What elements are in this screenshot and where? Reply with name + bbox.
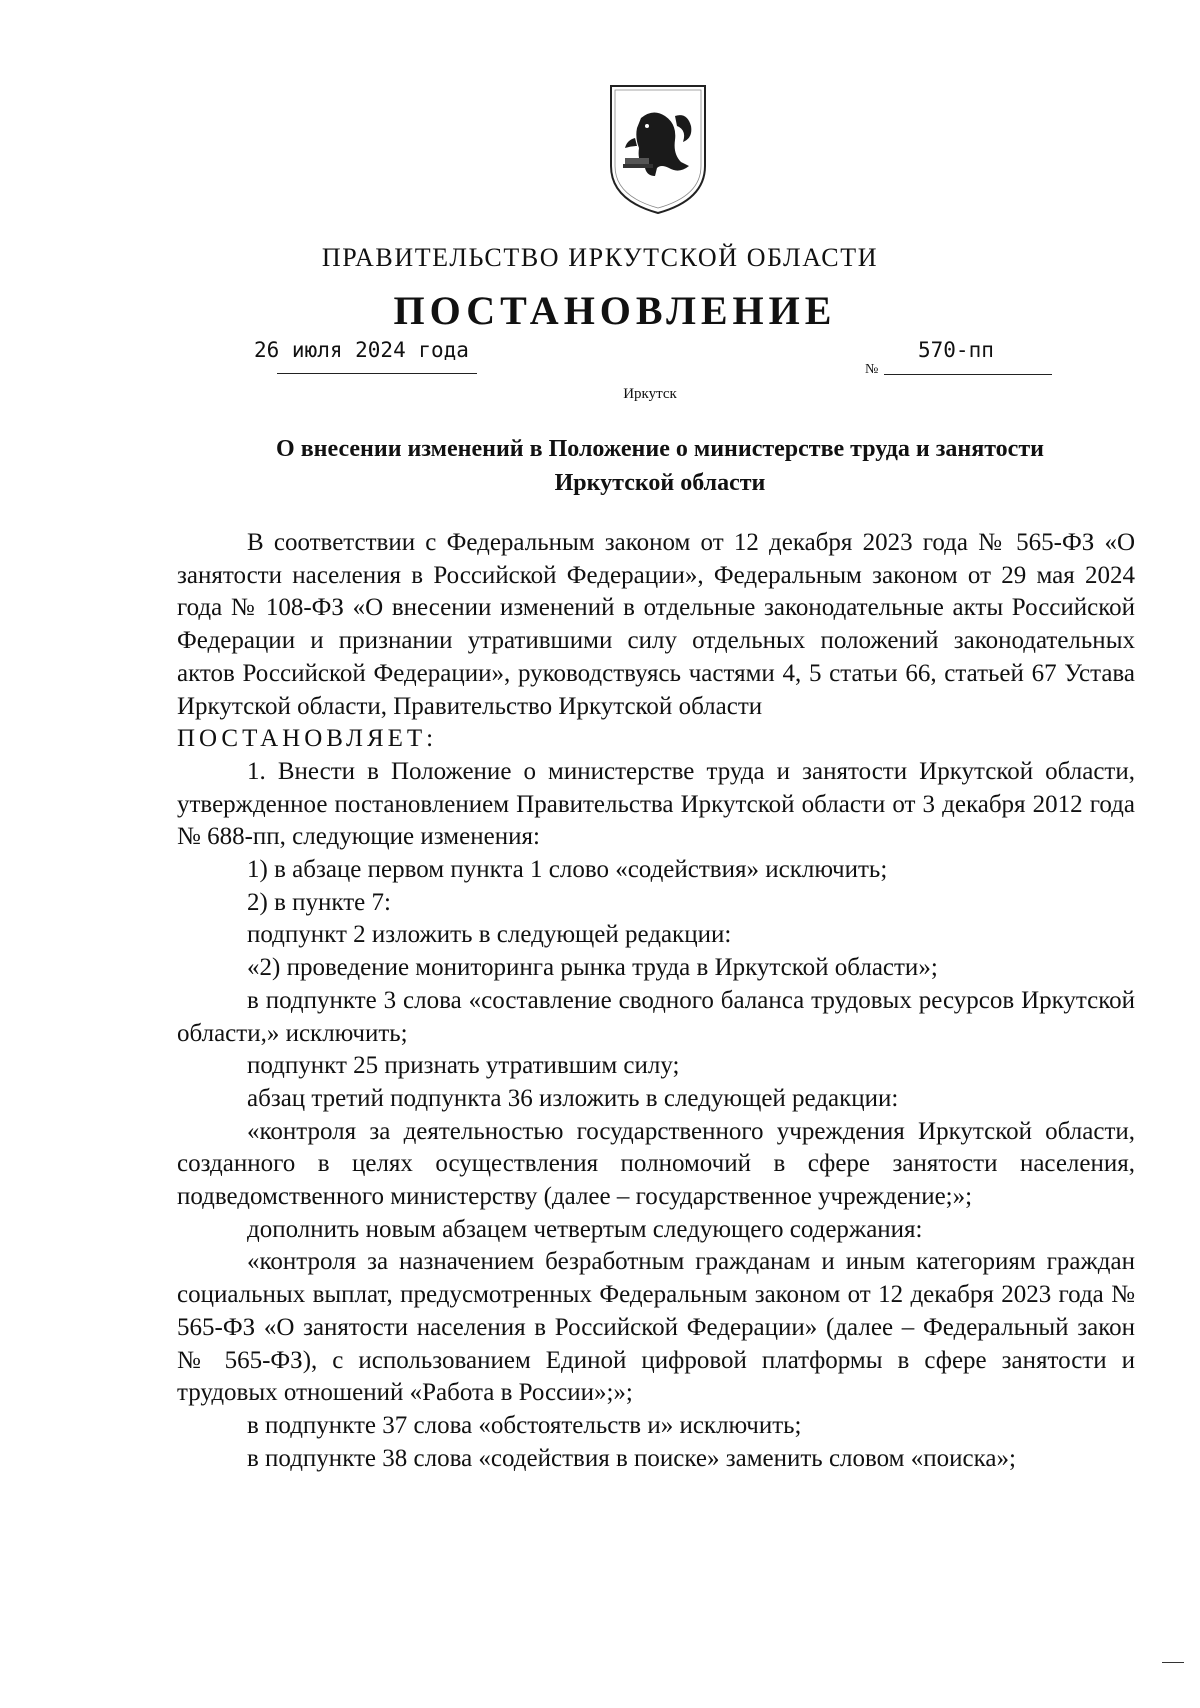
document-body (177, 527, 1135, 1475)
paragraph-subitem-1: 1) в абзаце первом пункта 1 слово «содействия» исключить; (247, 856, 888, 884)
date-underline (277, 373, 477, 374)
paragraph: «2) проведение мониторинга рынка труда в Иркутской области»; (247, 954, 938, 982)
paragraph-item-1: 1. Внести в Положение о министерстве труда и занятости Иркутской области, утвержденное постановлением Правительства Иркутской области от 3 декабря 2012 года № 688-пп, следующие изменения: (177, 757, 1135, 851)
document-title (160, 432, 1160, 500)
organization-name: ПРАВИТЕЛЬСТВО ИРКУТСКОЙ ОБЛАСТИ (321, 243, 879, 272)
document-date: 26 июля 2024 года (254, 338, 469, 362)
paragraph-subitem-2: 2) в пункте 7: (247, 888, 391, 916)
paragraph: «контроля за назначением безработным гражданам и иным категориям граждан социальных выплат, предусмотренных Федеральным законом от 12 декабря 2023 года № 565-ФЗ «О занятости населения в Российской Федерации» (далее – Федеральный закон № 565-ФЗ), с использованием Единой цифровой платформы в сфере занятости и трудовых отношений «Работа в России»;»; (177, 1248, 1135, 1407)
scan-mark (1162, 1662, 1184, 1663)
paragraph: подпункт 25 признать утратившим силу; (247, 1052, 680, 1080)
paragraph: в подпункте 3 слова «составление сводного баланса трудовых ресурсов Иркутской области,» исключить; (177, 986, 1135, 1047)
number-sign: № (865, 362, 879, 377)
preamble-paragraph: В соответствии с Федеральным законом от 12 декабря 2023 года № 565-ФЗ «О занятости населения в Российской Федерации», Федеральным законом от 29 мая 2024 года № 108-ФЗ «О внесении изменений в отдельные законодательные акты Российской Федерации и признании утратившими силу отдельных положений законодательных актов Российской Федерации», руководствуясь частями 4, 5 статьи 66, статьей 67 Устава Иркутской области, Правительство Иркутской области (177, 529, 1135, 720)
paragraph: подпункт 2 изложить в следующей редакции: (247, 921, 732, 949)
document-type: ПОСТАНОВЛЕНИЕ (393, 288, 837, 333)
resolves-line: ПОСТАНОВЛЯЕТ: (177, 725, 438, 753)
document-number: 570-пп (918, 338, 994, 362)
coat-of-arms-icon (607, 82, 709, 216)
paragraph: дополнить новым абзацем четвертым следующего содержания: (247, 1215, 923, 1243)
paragraph: «контроля за деятельностью государственного учреждения Иркутской области, созданного в целях осуществления полномочий в сфере занятости населения, подведомственного министерству (далее – государственное учреждение;»; (177, 1117, 1135, 1211)
paragraph: в подпункте 38 слова «содействия в поиске» заменить словом «поиска»; (247, 1444, 1016, 1472)
title-line-2: Иркутской области (554, 470, 766, 496)
paragraph: абзац третий подпункта 36 изложить в следующей редакции: (247, 1084, 899, 1112)
title-line-1: О внесении изменений в Положение о министерстве труда и занятости (276, 436, 1044, 462)
paragraph: в подпункте 37 слова «обстоятельств и» исключить; (247, 1411, 802, 1439)
number-underline (884, 374, 1052, 375)
city-name: Иркутск (623, 386, 677, 402)
